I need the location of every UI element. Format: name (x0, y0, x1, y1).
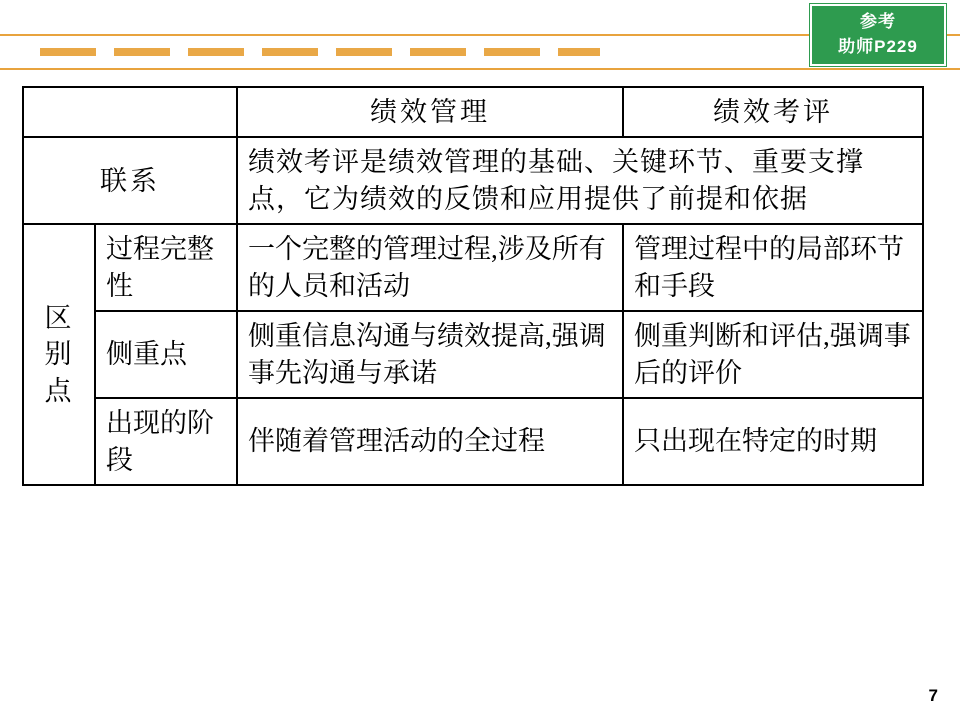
badge-line-1: 参考 (860, 12, 896, 32)
table-header-col1: 绩效管理 (237, 87, 623, 137)
table-row-quebie-2 (23, 311, 923, 398)
comparison-table (22, 86, 924, 486)
sub-label-cezhongdian: 侧重点 (95, 311, 237, 398)
reference-badge (810, 4, 946, 66)
table-header-col2: 绩效考评 (623, 87, 923, 137)
table-row-lianxi (23, 137, 923, 224)
cell-chuxiandejieduan-col1: 伴随着管理活动的全过程 (237, 398, 623, 485)
cell-guochengwanzhengxing-col1: 一个完整的管理过程,涉及所有的人员和活动 (237, 224, 623, 311)
cell-cezhongdian-col1: 侧重信息沟通与绩效提高,强调事先沟通与承诺 (237, 311, 623, 398)
row-label-lianxi: 联系 (23, 137, 237, 224)
cell-cezhongdian-col2: 侧重判断和评估,强调事后的评价 (623, 311, 923, 398)
table-row-quebie-3 (23, 398, 923, 485)
row-content-lianxi: 绩效考评是绩效管理的基础、关键环节、重要支撑点，它为绩效的反馈和应用提供了前提和依据 (237, 137, 923, 224)
cell-guochengwanzhengxing-col2: 管理过程中的局部环节和手段 (623, 224, 923, 311)
top-dashed-decoration (40, 48, 600, 56)
table-corner-cell (23, 87, 237, 137)
sub-label-guochengwanzhengxing: 过程完整性 (95, 224, 237, 311)
table-header-row (23, 87, 923, 137)
sub-label-chuxiandejieduan: 出现的阶段 (95, 398, 237, 485)
comparison-table-container (22, 86, 922, 486)
top-divider-line-2 (0, 68, 960, 70)
row-label-qubiedian: 区别点 (23, 224, 95, 485)
cell-chuxiandejieduan-col2: 只出现在特定的时期 (623, 398, 923, 485)
page-number: 7 (928, 686, 938, 705)
badge-line-2: 助师P229 (838, 37, 918, 56)
table-row-quebie-1 (23, 224, 923, 311)
